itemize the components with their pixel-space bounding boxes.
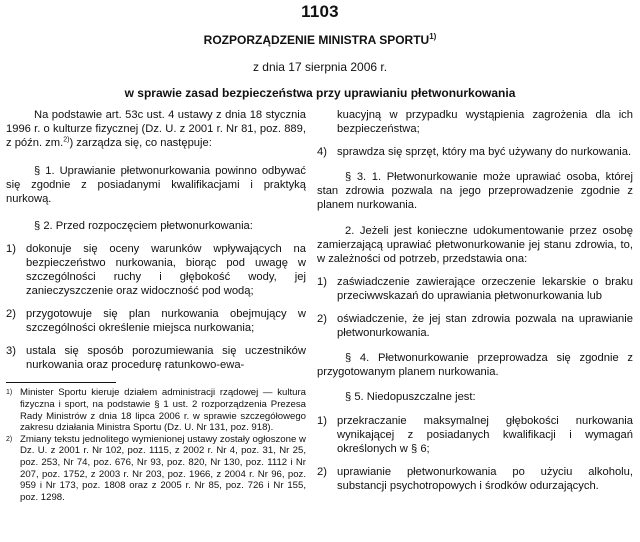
section-4: § 4. Płetwonurkowanie przeprowadza się zgodnie z przygotowanym planem nurkowania. <box>317 352 633 379</box>
footnote-2 <box>6 434 306 504</box>
list-text: przekraczanie maksymalnej głębokości nurkowania wynikającej z posiadanych kwalifikacji i wymagań określonych w § 6; <box>337 414 633 455</box>
section-5-item-2 <box>317 465 633 493</box>
footnote-text: Minister Sportu kieruje działem administracji rządowej — kultura fizyczna i sport, na podstawie § 1 ust. 2 rozporządzenia Prezesa Rady Ministrów z dnia 18 lipca 2006 r. w sprawie szczegółowego zakresu działania Ministra Sportu (Dz. U. Nr 131, poz. 918). <box>20 387 306 434</box>
list-text: oświadczenie, że jej stan zdrowia pozwala na uprawianie płetwonurkowania. <box>337 313 633 340</box>
list-text: sprawdza się sprzęt, który ma być używany do nurkowania. <box>337 146 632 159</box>
section-2-item-2 <box>6 307 306 335</box>
preamble-text-a: Na podstawie art. 53c ust. 4 ustawy z dnia 18 stycznia 1996 r. o kulturze fizycznej (Dz. U. z 2001 r. Nr 81, poz. 889, z późn. zm. <box>6 109 306 150</box>
act-number: 1103 <box>301 2 339 21</box>
right-column <box>317 108 633 493</box>
section-1: § 1. Uprawianie płetwonurkowania powinno odbywać się zgodnie z posiadanymi kwalifikacjami i praktyką nurkową. <box>6 165 306 206</box>
footnote-divider <box>6 382 116 383</box>
list-label: 2) <box>317 465 327 478</box>
section-3-item-1 <box>317 275 633 303</box>
preamble-footnote-ref[interactable]: 2) <box>63 136 70 144</box>
section-3-paragraph-2: 2. Jeżeli jest konieczne udokumentowanie przez osobę zamierzającą uprawiać płetwonurkowanie jej stanu zdrowia, to, w zależności od potrzeb, przedstawia ona: <box>317 224 633 265</box>
section-5-item-1 <box>317 414 633 456</box>
title-footnote-ref[interactable]: 1) <box>429 32 437 41</box>
section-2-item-3 <box>6 344 306 372</box>
list-label: 1) <box>317 275 327 288</box>
regulation-subject: w sprawie zasad bezpieczeństwa przy uprawianiu płetwonurkowania <box>124 86 516 100</box>
list-label: 2) <box>6 308 16 321</box>
list-label: 1) <box>317 414 327 427</box>
list-label: 3) <box>6 345 16 358</box>
list-label: 1) <box>6 242 16 255</box>
preamble <box>6 108 306 150</box>
section-2-intro: § 2. Przed rozpoczęciem płetwonurkowania: <box>34 219 253 232</box>
section-3-item-2 <box>317 312 633 340</box>
footnote-label: 2) <box>6 435 13 443</box>
left-column <box>6 108 306 503</box>
section-5-intro: § 5. Niedopuszczalne jest: <box>345 391 476 404</box>
list-text: kuacyjną w przypadku wystąpienia zagrożenia dla ich bezpieczeństwa; <box>337 109 633 136</box>
section-2-item-4 <box>317 145 633 159</box>
regulation-date: z dnia 17 sierpnia 2006 r. <box>252 60 388 74</box>
list-text: ustala się sposób porozumiewania się uczestników nurkowania oraz procedurę ratunkowo-ewa- <box>26 345 306 372</box>
list-text: przygotowuje się plan nurkowania obejmujący w szczególności określenie miejsca nurkowania; <box>26 308 306 335</box>
list-text: dokonuje się oceny warunków wpływających na bezpieczeństwo nurkowania, biorąc pod uwagę w szczególności ruchy i głębokość wody, jej zanieczyszczenie oraz widoczność pod wodą; <box>26 242 306 297</box>
list-label: 2) <box>317 313 327 326</box>
footnote-text: Zmiany tekstu jednolitego wymienionej ustawy zostały ogłoszone w Dz. U. z 2001 r. Nr 102, poz. 1115, z 2002 r. Nr 4, poz. 31, Nr 25, poz. 253, Nr 74, poz. 676, Nr 93, poz. 820, Nr 130, poz. 1112 i Nr 207, poz. 1752, z 2003 r. Nr 203, poz. 1966, z 2004 r. Nr 96, poz. 959 i Nr 173, poz. 1808 oraz z 2005 r. Nr 85, poz. 726 i Nr 155, poz. 1298. <box>20 433 306 503</box>
section-3-paragraph-1: § 3. 1. Płetwonurkowanie może uprawiać osoba, której stan zdrowia pozwala na jego przeprowadzenie zgodnie z planem nurkowania. <box>317 171 633 212</box>
section-2-item-1 <box>6 242 306 298</box>
list-text: uprawianie płetwonurkowania po użyciu alkoholu, substancji psychotropowych i środków odurzających. <box>337 465 633 492</box>
list-label: 4) <box>317 146 327 159</box>
regulation-title-text: ROZPORZĄDZENIE MINISTRA SPORTU <box>203 33 430 47</box>
preamble-text-b: ) zarządza się, co następuje: <box>69 137 212 150</box>
footnote-1 <box>6 387 306 433</box>
footnote-label: 1) <box>6 389 13 397</box>
regulation-title <box>0 32 640 47</box>
list-text: zaświadczenie zawierające orzeczenie lekarskie o braku przeciwwskazań do uprawiania płetwonurkowania lub <box>337 275 633 302</box>
section-2-item-3-continued <box>317 108 633 136</box>
